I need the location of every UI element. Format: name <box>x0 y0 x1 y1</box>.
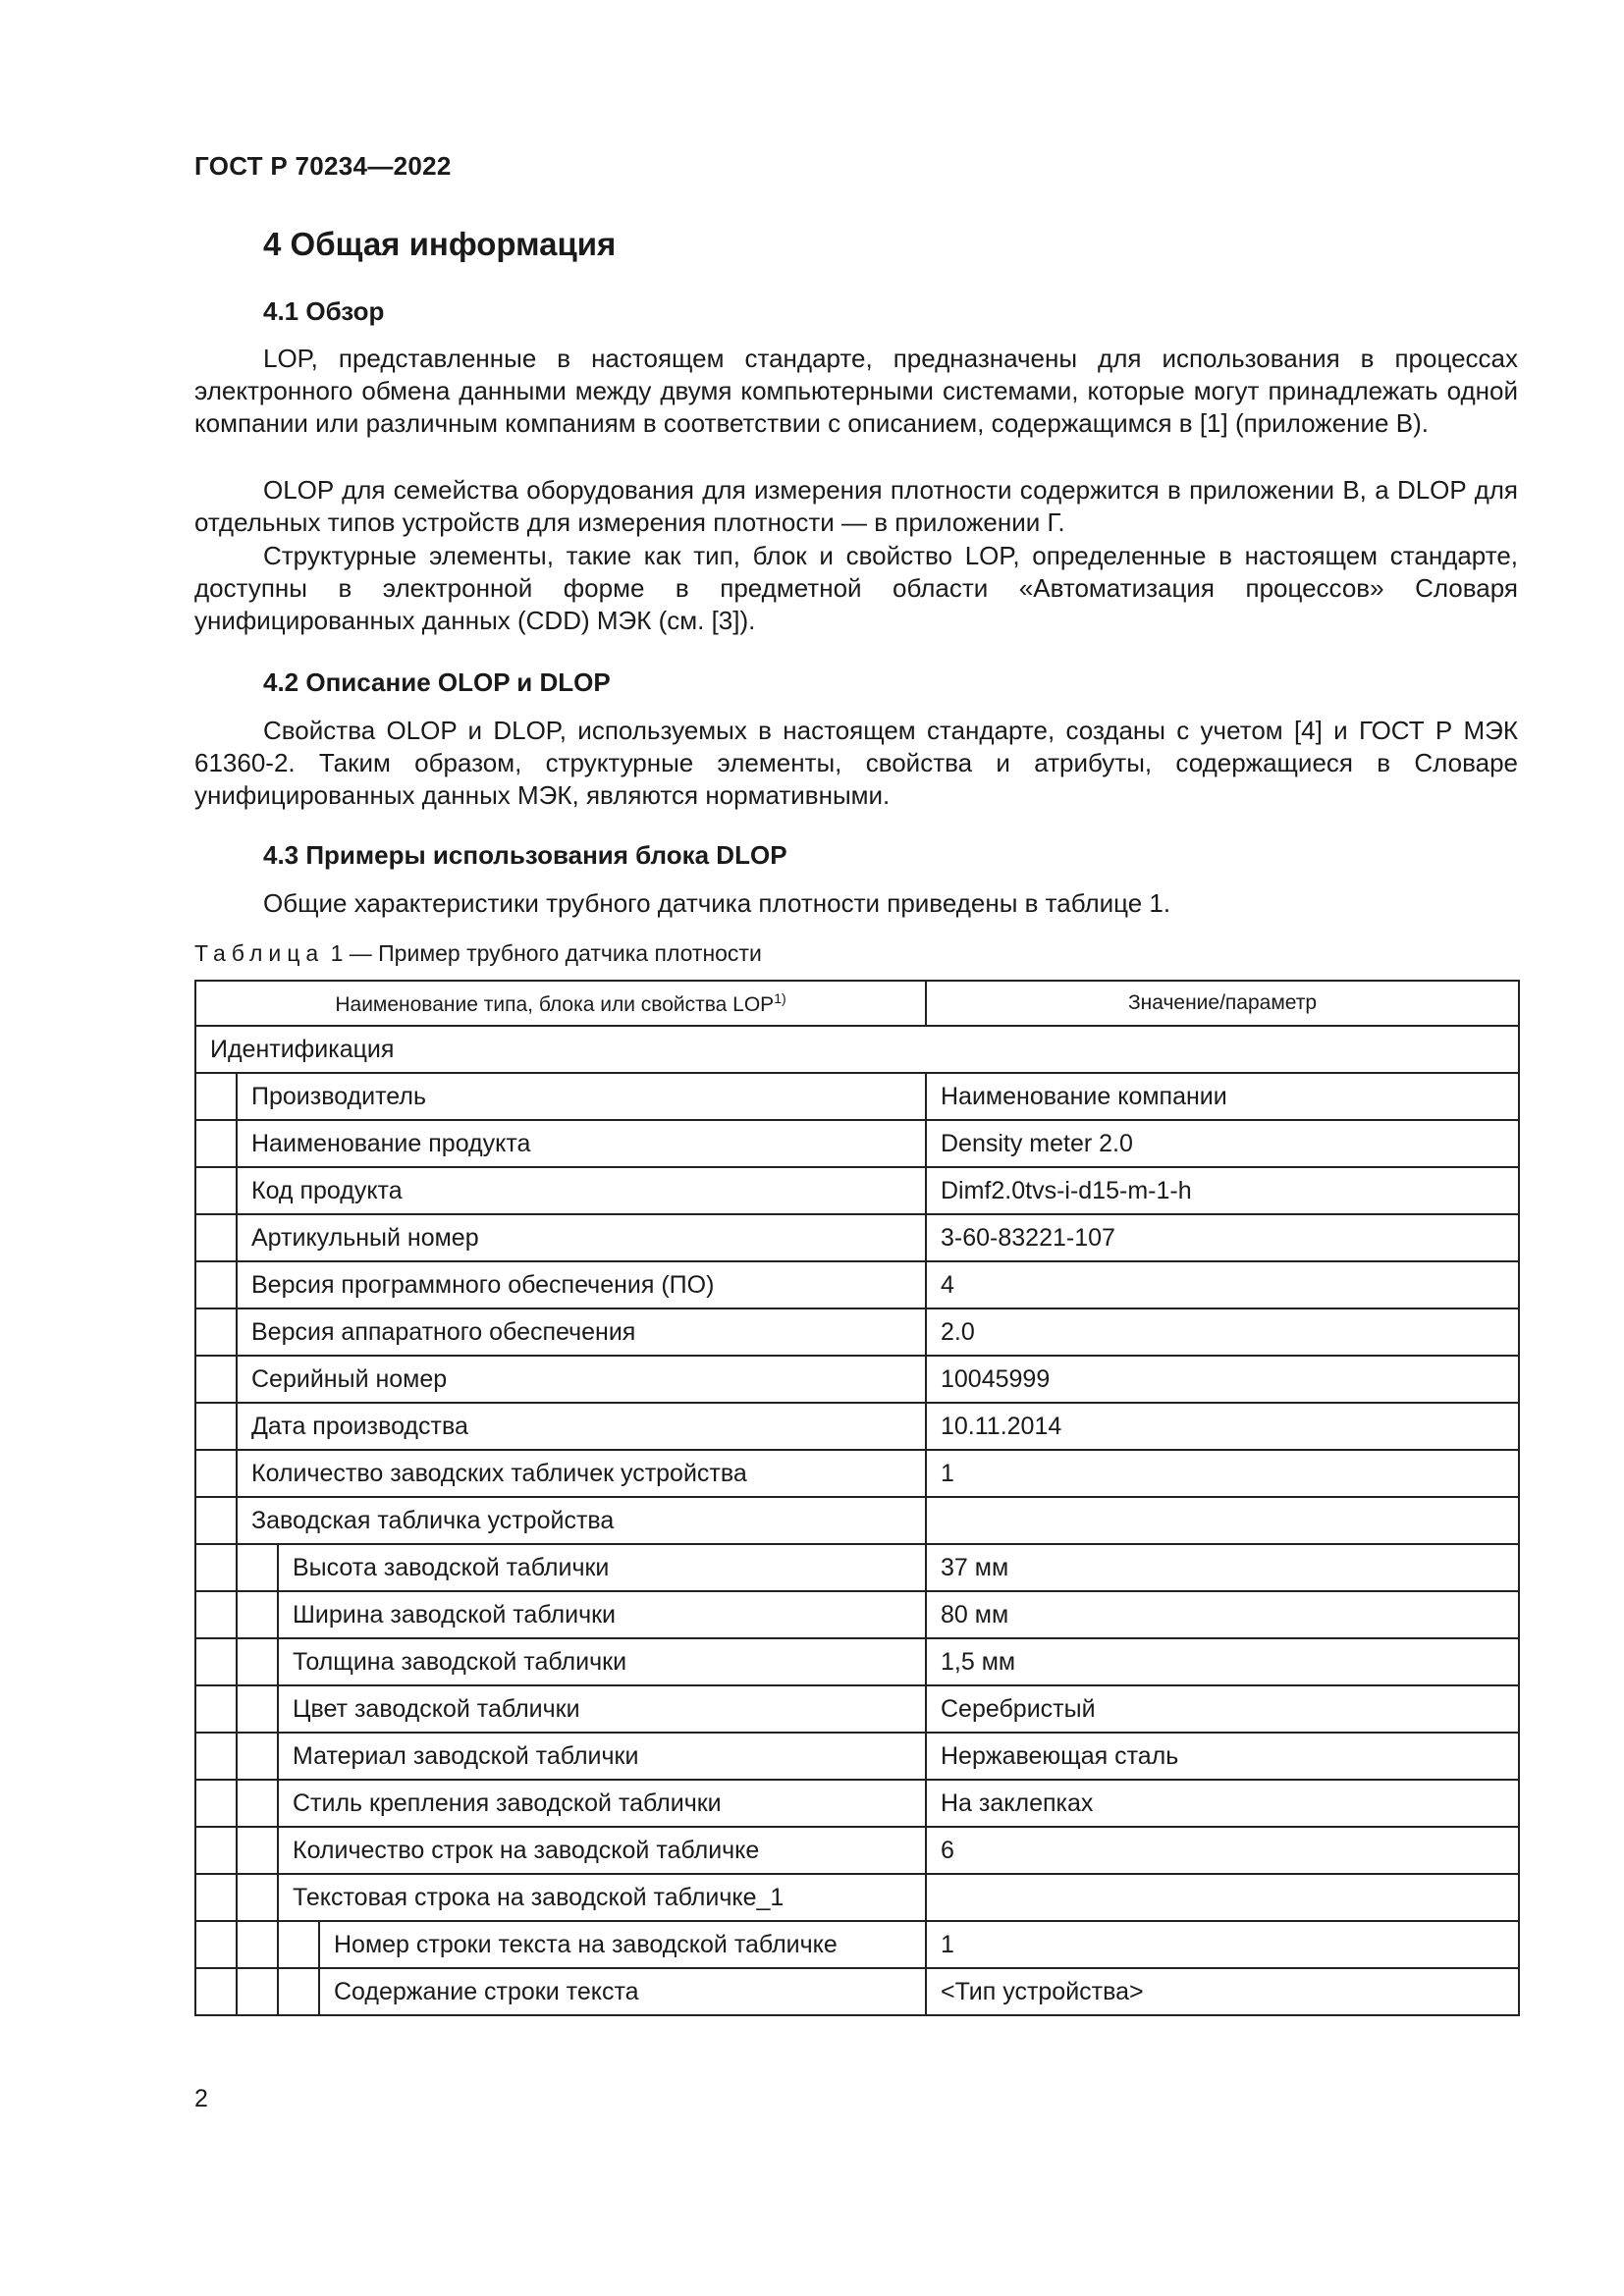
indent-cell <box>195 1780 237 1827</box>
row-value-cell: 4 <box>926 1261 1519 1308</box>
row-value-cell: 10045999 <box>926 1356 1519 1403</box>
row-name-cell: Цвет заводской таблички <box>278 1685 926 1733</box>
table-row <box>195 1450 1519 1497</box>
row-value-cell <box>926 1874 1519 1921</box>
indent-cell <box>195 1261 237 1308</box>
indent-cell <box>237 1733 278 1780</box>
table-group-row <box>195 1026 1519 1073</box>
table-row <box>195 1120 1519 1167</box>
row-name-cell: Версия программного обеспечения (ПО) <box>237 1261 926 1308</box>
row-name-cell: Количество заводских табличек устройства <box>237 1450 926 1497</box>
table-row <box>195 1968 1519 2015</box>
subsection-title-4-2: 4.2 Описание OLOP и DLOP <box>263 667 611 697</box>
table-row <box>195 1403 1519 1450</box>
table-row <box>195 1591 1519 1638</box>
group-label-identification: Идентификация <box>195 1026 1519 1073</box>
indent-cell <box>195 1497 237 1544</box>
indent-cell <box>195 1874 237 1921</box>
indent-cell <box>237 1874 278 1921</box>
row-value-cell: Dimf2.0tvs-i-d15-m-1-h <box>926 1167 1519 1214</box>
paragraph-4-2-1: Свойства OLOP и DLOP, используемых в настоящем стандарте, созданы с учетом [4] и ГОСТ Р МЭК 61360-2. Таким образом, структурные элементы, свойства и атрибуты, содержащиеся в Словаре унифицированных данных МЭК, являются нормативными. <box>194 716 1518 810</box>
row-name-cell: Содержание строки текста <box>319 1968 926 2015</box>
column-header-name <box>195 981 926 1026</box>
indent-cell <box>195 1308 237 1356</box>
row-name-cell: Артикульный номер <box>237 1214 926 1261</box>
row-value-cell: 1 <box>926 1450 1519 1497</box>
row-name-cell: Заводская табличка устройства <box>237 1497 926 1544</box>
table-row <box>195 1638 1519 1685</box>
document-header: ГОСТ Р 70234—2022 <box>194 151 452 181</box>
indent-cell <box>195 1827 237 1874</box>
row-name-cell: Код продукта <box>237 1167 926 1214</box>
row-name-cell: Наименование продукта <box>237 1120 926 1167</box>
subsection-title-4-1: 4.1 Обзор <box>263 296 385 326</box>
row-name-cell: Производитель <box>237 1073 926 1120</box>
indent-cell <box>195 1638 237 1685</box>
table-row <box>195 1497 1519 1544</box>
row-name-cell: Дата производства <box>237 1403 926 1450</box>
indent-cell <box>195 1968 237 2015</box>
indent-cell <box>195 1073 237 1120</box>
indent-cell <box>195 1544 237 1591</box>
table-row <box>195 1308 1519 1356</box>
column-header-name-text: Наименование типа, блока или свойства LOP <box>335 992 775 1016</box>
section-title: 4 Общая информация <box>263 226 617 262</box>
table-caption <box>194 940 762 967</box>
indent-cell <box>195 1921 237 1968</box>
row-value-cell: Наименование компании <box>926 1073 1519 1120</box>
row-value-cell: 3-60-83221-107 <box>926 1214 1519 1261</box>
paragraph-4-1-3: Структурные элементы, такие как тип, блок и свойство LOP, определенные в настоящем стандарте, доступны в электронной форме в предметной области «Автоматизация процессов» Словаря унифицированных данных (CDD) МЭК (см. [3]). <box>194 541 1518 635</box>
indent-cell <box>195 1356 237 1403</box>
row-value-cell: 37 мм <box>926 1544 1519 1591</box>
table-row <box>195 1827 1519 1874</box>
indent-cell <box>237 1591 278 1638</box>
paragraph-4-1-2: OLOP для семейства оборудования для измерения плотности содержится в приложении В, а DLOP для отдельных типов устройств для измерения плотности — в приложении Г. <box>194 475 1518 537</box>
row-value-cell: Нержавеющая сталь <box>926 1733 1519 1780</box>
table-row <box>195 1167 1519 1214</box>
row-value-cell: 1,5 мм <box>926 1638 1519 1685</box>
row-name-cell: Ширина заводской таблички <box>278 1591 926 1638</box>
row-value-cell: 10.11.2014 <box>926 1403 1519 1450</box>
row-value-cell: 1 <box>926 1921 1519 1968</box>
row-value-cell: <Тип устройства> <box>926 1968 1519 2015</box>
row-name-cell: Материал заводской таблички <box>278 1733 926 1780</box>
indent-cell <box>278 1921 319 1968</box>
row-name-cell: Количество строк на заводской табличке <box>278 1827 926 1874</box>
indent-cell <box>237 1780 278 1827</box>
table-row <box>195 1544 1519 1591</box>
row-value-cell: Серебристый <box>926 1685 1519 1733</box>
row-value-cell: Density meter 2.0 <box>926 1120 1519 1167</box>
indent-cell <box>237 1685 278 1733</box>
row-value-cell <box>926 1497 1519 1544</box>
indent-cell <box>195 1685 237 1733</box>
indent-cell <box>237 1827 278 1874</box>
table-row <box>195 1214 1519 1261</box>
indent-cell <box>195 1403 237 1450</box>
indent-cell <box>195 1450 237 1497</box>
table-row <box>195 1874 1519 1921</box>
footnote-marker: 1) <box>774 989 786 1006</box>
page-number: 2 <box>194 2085 208 2112</box>
indent-cell <box>195 1733 237 1780</box>
table-caption-label: Таблица <box>194 940 325 966</box>
table-row <box>195 1733 1519 1780</box>
table-row <box>195 1921 1519 1968</box>
row-name-cell: Номер строки текста на заводской табличке <box>319 1921 926 1968</box>
row-value-cell: 6 <box>926 1827 1519 1874</box>
table-row <box>195 1261 1519 1308</box>
row-name-cell: Серийный номер <box>237 1356 926 1403</box>
indent-cell <box>237 1921 278 1968</box>
indent-cell <box>278 1968 319 2015</box>
indent-cell <box>237 1638 278 1685</box>
indent-cell <box>195 1167 237 1214</box>
row-value-cell: 80 мм <box>926 1591 1519 1638</box>
paragraph-4-3-1: Общие характеристики трубного датчика плотности приведены в таблице 1. <box>263 888 1171 918</box>
row-name-cell: Стиль крепления заводской таблички <box>278 1780 926 1827</box>
indent-cell <box>237 1544 278 1591</box>
table-row <box>195 1356 1519 1403</box>
table-header-row <box>195 981 1519 1026</box>
table-row <box>195 1073 1519 1120</box>
indent-cell <box>195 1120 237 1167</box>
row-value-cell: 2.0 <box>926 1308 1519 1356</box>
indent-cell <box>195 1591 237 1638</box>
row-name-cell: Версия аппаратного обеспечения <box>237 1308 926 1356</box>
row-value-cell: На заклепках <box>926 1780 1519 1827</box>
data-table <box>194 980 1520 2016</box>
row-name-cell: Текстовая строка на заводской табличке_1 <box>278 1874 926 1921</box>
row-name-cell: Толщина заводской таблички <box>278 1638 926 1685</box>
subsection-title-4-3: 4.3 Примеры использования блока DLOP <box>263 840 787 870</box>
table-row <box>195 1685 1519 1733</box>
row-name-cell: Высота заводской таблички <box>278 1544 926 1591</box>
indent-cell <box>195 1214 237 1261</box>
column-header-value: Значение/параметр <box>926 981 1519 1026</box>
table-row <box>195 1780 1519 1827</box>
paragraph-4-1-1: LOP, представленные в настоящем стандарте, предназначены для использования в процессах электронного обмена данными между двумя компьютерными системами, которые могут принадлежать одной компании или различным компаниям в соответствии с описанием, содержащимся в [1] (приложение В). <box>194 344 1518 438</box>
indent-cell <box>237 1968 278 2015</box>
table-caption-text: 1 — Пример трубного датчика плотности <box>330 940 762 966</box>
